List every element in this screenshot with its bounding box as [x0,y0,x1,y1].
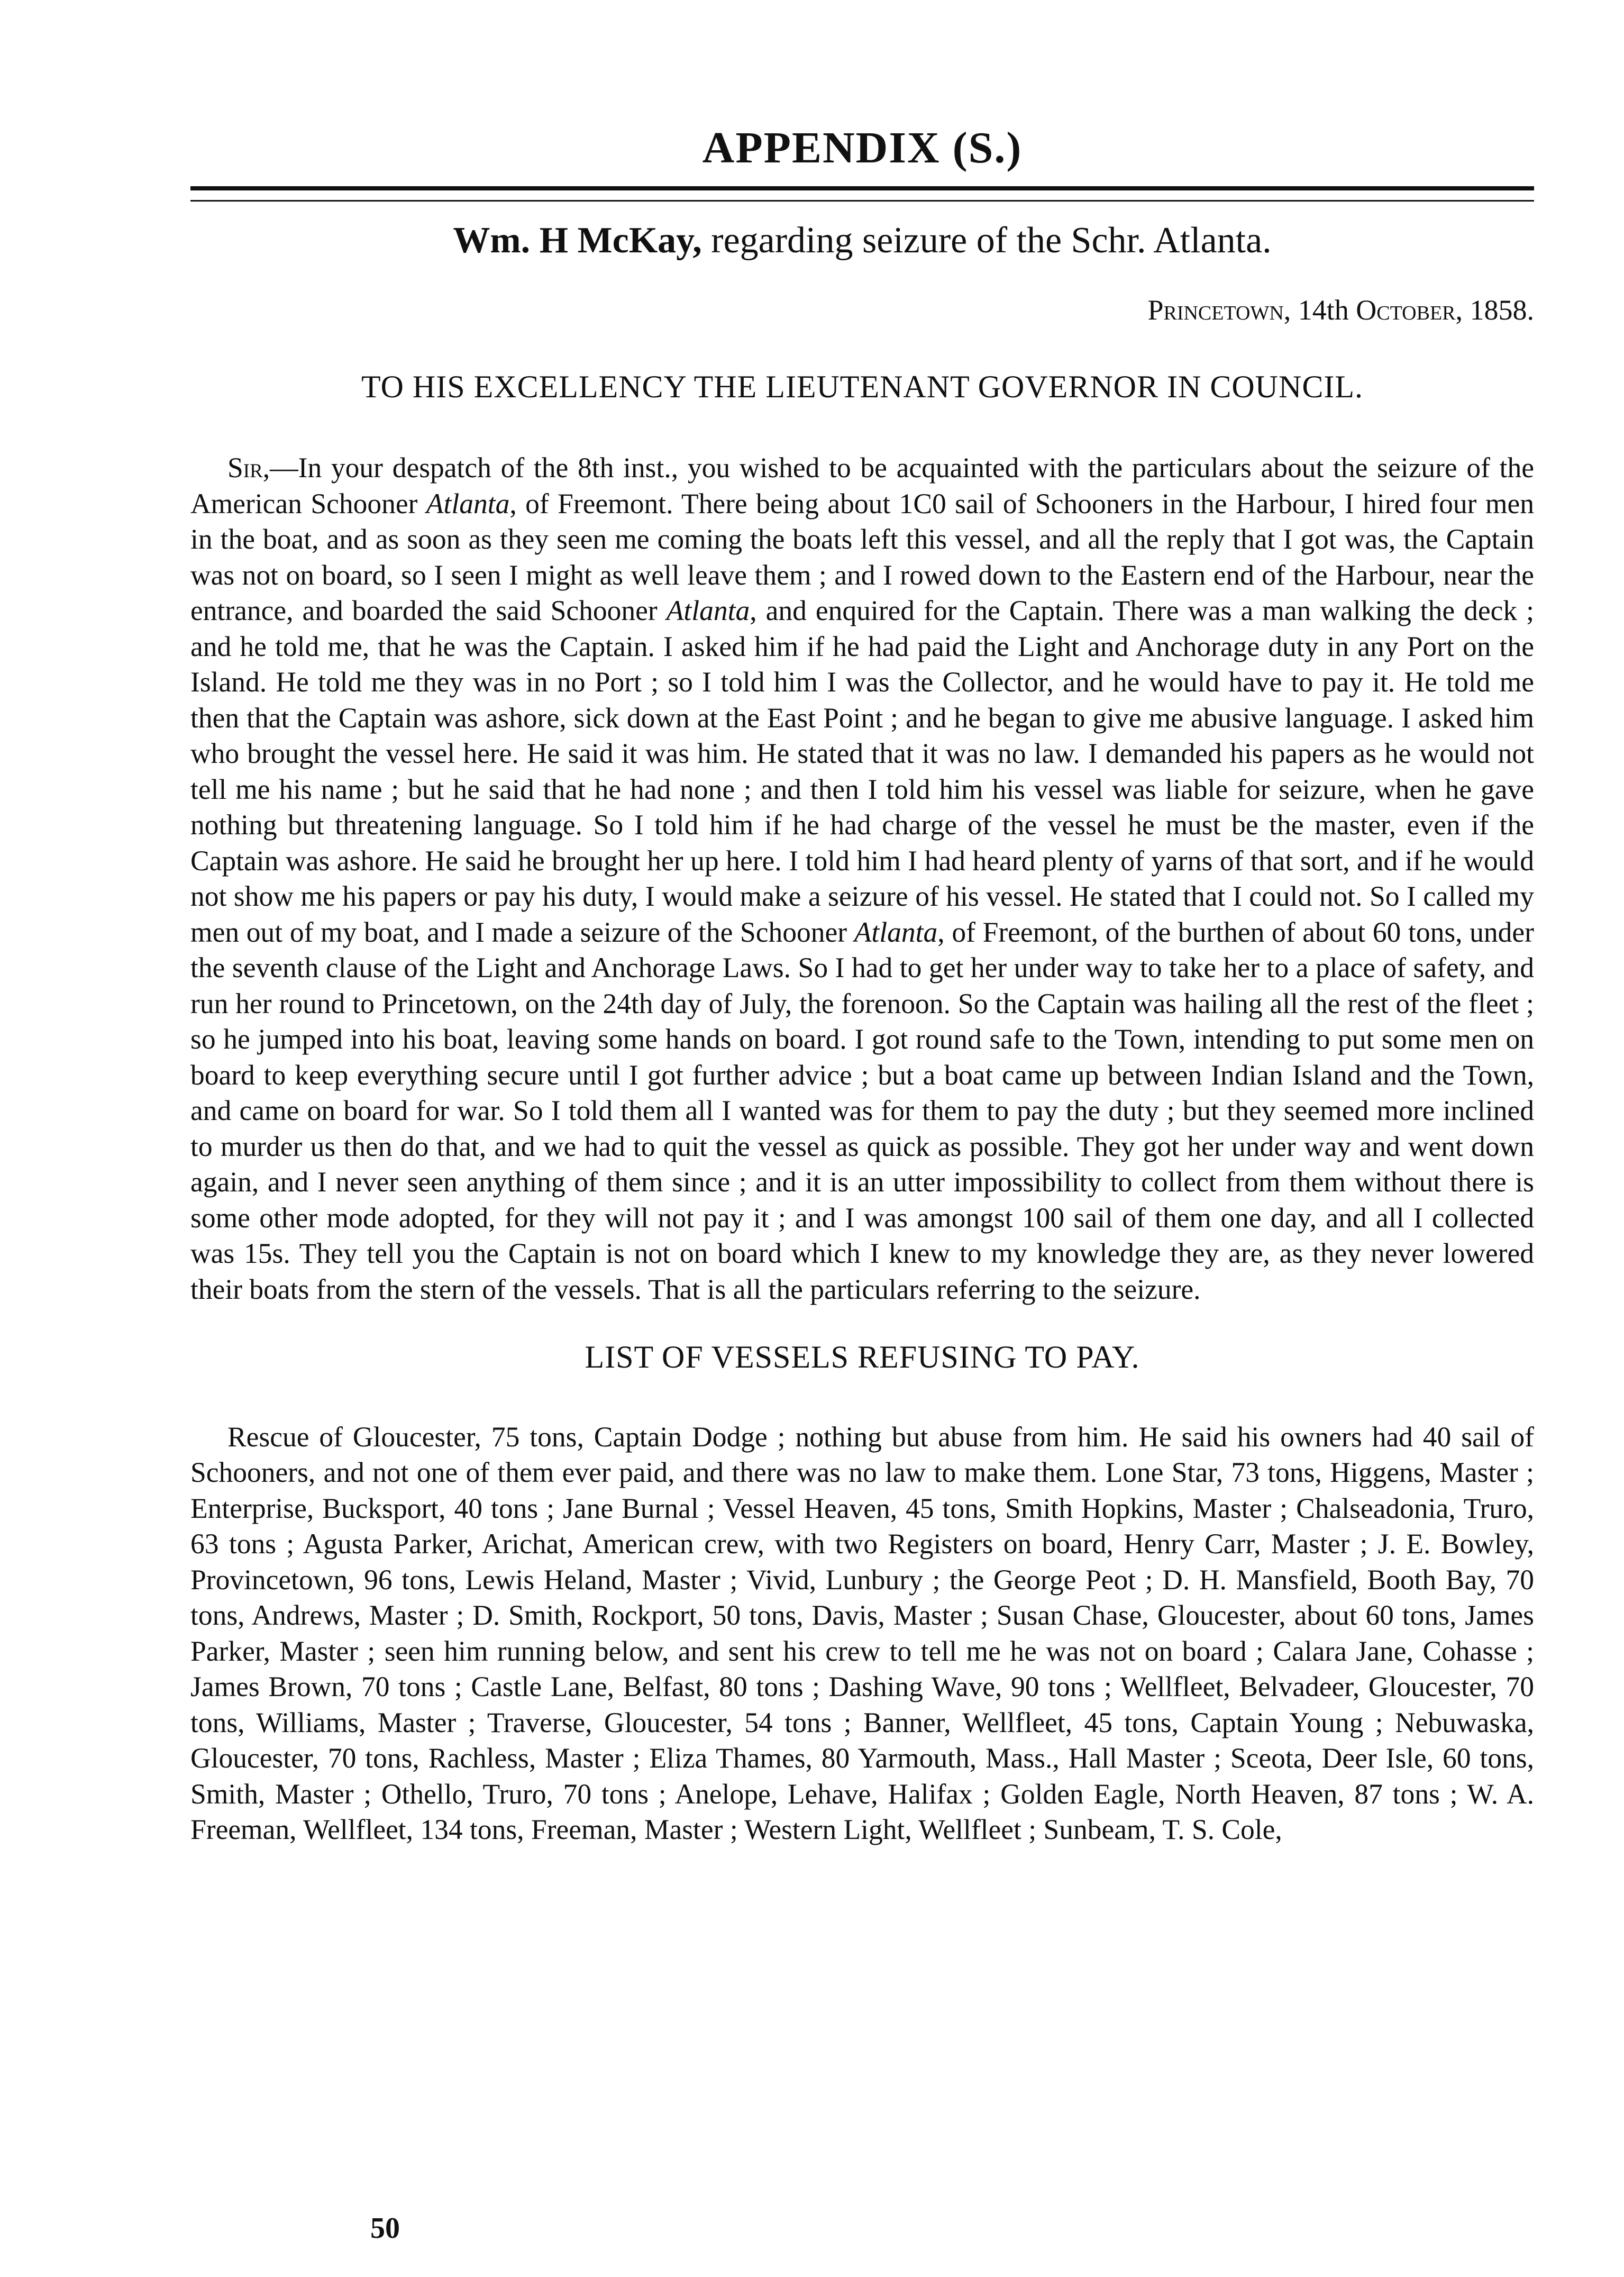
document-page [190,122,1534,1876]
dateline [190,292,1534,329]
vessel-list: Rescue of Gloucester, 75 tons, Captain Dodge ; nothing but abuse from him. He said his owners had 40 sail of Schooners, and not one of them ever paid, and there was no law to make them. Lone Star, 73 tons, Higgens, Master ; Enterprise, Bucksport, 40 tons ; Jane Burnal ; Vessel Heaven, 45 tons, Smith Hopkins, Master ; Chalseadonia, Truro, 63 tons ; Agusta Parker, Arichat, American crew, with two Registers on board, Henry Carr, Master ; J. E. Bowley, Provincetown, 96 tons, Lewis Heland, Master ; Vivid, Lunbury ; the George Peot ; D. H. Mansfield, Booth Bay, 70 tons, Andrews, Master ; D. Smith, Rockport, 50 tons, Davis, Master ; Susan Chase, Gloucester, about 60 tons, James Parker, Master ; seen him running below, and sent his crew to tell me he was not on board ; Calara Jane, Cohasse ; James Brown, 70 tons ; Castle Lane, Belfast, 80 tons ; Dashing Wave, 90 tons ; Wellfleet, Belvadeer, Gloucester, 70 tons, Williams, Master ; Traverse, Gloucester, 54 tons ; Banner, Wellfleet, 45 tons, Captain Young ; Nebuwaska, Gloucester, 70 tons, Rachless, Master ; Eliza Thames, 80 Yarmouth, Mass., Hall Master ; Sceota, Deer Isle, 60 tons, Smith, Master ; Othello, Truro, 70 tons ; Anelope, Lehave, Halifax ; Golden Eagle, North Heaven, 87 tons ; W. A. Freeman, Wellfleet, 134 tons, Freeman, Master ; Western Light, Wellfleet ; Sunbeam, T. S. Cole, [190,1420,1534,1845]
salutation: Sir, [227,452,270,484]
ship-name: Atlanta [426,487,510,520]
letter-text-3: , and enquired for the Captain. There was a man walking the deck ; and he told me, that he was the Captain. I asked him if he had paid the Light and Anchorage duty in any Port on the Island. He told me they was in no Port ; so I told him I was the Collector, and he would have to pay it. He told me then that the Captain was ashore, sick down at the East Point ; and he began to give me abusive language. I asked him who brought the vessel here. He said it was him. He stated that it was no law. I demanded his papers as he would not tell me his name ; but he said that he had none ; and then I told him his vessel was liable for seizure, when he gave nothing but threatening language. So I told him if he had charge of the vessel he must be the master, even if the Captain was ashore. He said he brought her up here. I told him I had heard plenty of yarns of that sort, and if he would not show me his papers or pay his duty, I would make a seizure of his vessel. He stated that I could not. So I called my men out of my boat, and I made a seizure of the Schooner [190,595,1534,948]
document-title [190,216,1534,265]
dateline-month: October, [1356,294,1463,326]
dateline-place: Princetown, [1147,294,1291,326]
author-name: Wm. H McKay, [453,220,702,261]
dateline-day: 14th [1298,294,1349,326]
dateline-year: 1858. [1470,294,1534,326]
page-number: 50 [370,2212,400,2245]
letter-body [190,450,1534,1307]
appendix-title: APPENDIX (S.) [702,123,1023,172]
list-title: LIST OF VESSELS REFUSING TO PAY. [585,1339,1140,1374]
letter-text-1: —In your despatch of the 8th inst., you wished to be acquainted with the particulars about the seizure of the American Schooner [190,452,1534,520]
letter-text-4: , of Freemont, of the burthen of about 60 tons, under the seventh clause of the Light and Anchorage Laws. So I had to get her under way to take her to a place of safety, and run her round to Princetown, on the 24th day of July, the forenoon. So the Captain was hailing all the rest of the fleet ; so he jumped into his boat, leaving some hands on board. I got round safe to the Town, intending to put some men on board to keep everything secure until I got further advice ; but a boat came up between Indian Island and the Town, and came on board for war. So I told them all I wanted was for them to pay the duty ; but they seemed more inclined to murder us then do that, and we had to quit the vessel as quick as possible. They got her under way and went down again, and I never seen anything of them since ; and it is an utter impossibility to collect from them without there is some other mode adopted, for they will not pay it ; and I was amongst 100 sail of them one day, and all I collected was 15s. They tell you the Captain is not on board which I knew to my knowledge they are, as they never lowered their boats from the stern of the vessels. That is all the particulars referring to the seizure. [190,916,1534,1305]
title-rule [190,186,1534,202]
title-subject: regarding seizure of the Schr. Atlanta. [711,220,1272,261]
letter-text-2: , of Freemont. There being about 1C0 sail of Schooners in the Harbour, I hired four men in the boat, and as soon as they seen me coming the boats left this vessel, and all the reply that I got was, the Captain was not on board, so I seen I might as well leave them ; and I rowed down to the Eastern end of the Harbour, near the entrance, and boarded the said Schooner [190,487,1534,626]
ship-name: Atlanta [666,595,750,626]
ship-name: Atlanta [854,916,938,948]
address-line: TO HIS EXCELLENCY THE LIEUTENANT GOVERNOR IN COUNCIL. [361,369,1363,404]
